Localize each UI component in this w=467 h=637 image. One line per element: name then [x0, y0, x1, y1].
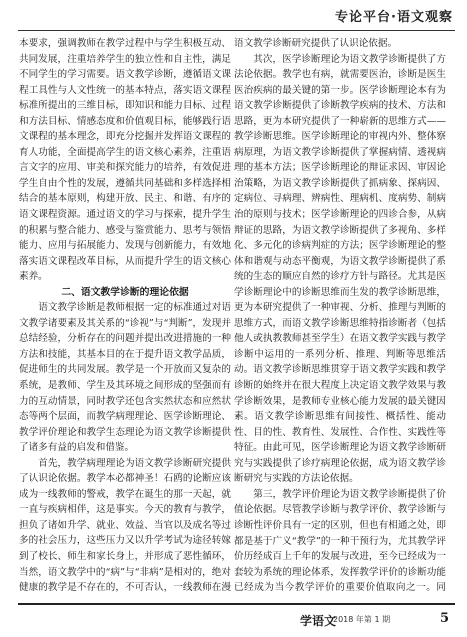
right-column: [234, 36, 446, 596]
footer-rule: [18, 603, 455, 605]
paragraph: 第三，教学评价理论为语文教学诊断提供了价值论依据。尽管教学诊断与教学评价、教学诊断与诊断性评价具有一定的区别，但也有相通之处，即都是基于广义“教学”的一种干预行为，尤其教学评价历经成百上千年的发展与改进，至今已经成为一套较为系统的理论体系，发挥教学评价的诊断功能已经成为当今教学评价的重要价值取向之一。同: [234, 488, 446, 594]
section-heading: 二、语文教学诊断的理论依据: [61, 286, 189, 298]
column-title: 专论平台·语文观察: [335, 10, 453, 25]
header-rule: [18, 30, 455, 31]
paragraph: 首先，教学病理理论为语文教学诊断研究提供了认识论依据。教学本必都神圣！石鸥的论断应该成为一线教师的警戒，教学在诞生的那一天起，就一直与疾病相伴，这是事实。今天的教育与教学，担负了诸如升学、就业、效益、当官以及成名等过多的社会压力，这些压力又以升学考试为途径转嫁到了校长、师生和家长身上，并形成了恶性循环，当然，语文教学中的“病”与“非病”是相对的，绝对健康的教学是不存在的，不可否认，一线教师在漫: [19, 457, 231, 594]
issue-label: 2018 年第 1 期: [333, 615, 391, 624]
page-number: 5: [439, 611, 449, 626]
paragraph: 语文教学诊断研究提供了认识论依据。: [234, 38, 398, 49]
page-footer: [0, 603, 467, 637]
page-header: [0, 0, 467, 32]
left-column: [19, 36, 231, 596]
paragraph: 本要求，强调教师在教学过程中与学生积极互动、共同发展，注重培养学生的独立性和自主性，满足不同学生的学习需要。语文教学诊断，遵循语文课程工具性与人文性统一的基本特点，落实语文课程标准所提出的三维目标，即知识和能力目标、过程和方法目标、情感态度和价值观目标，能够践行语文课程的基本理念，即充分挖掘并发挥语文课程的育人功能，全面提高学生的语文核心素养，注重语言文字的应用、审美和探究能力的培养，有效促进学生自由个性的发展，遵循共同基础和多样选择相结合的基本原则，构建开放、民主、和谐、有序的语文课程资源。通过语文的学习与探索，提升学生的积累与整合能力、感受与鉴赏能力、思考与领悟能力、应用与拓展能力、发现与创新能力，有效地落实语文课程改革目标，从而提升学生的语文核心素养。: [19, 38, 231, 283]
magazine-name: 学语文: [300, 614, 337, 628]
paragraph: 语文教学诊断是教师根据一定的标准通过对语文教学诸要素及其关系的“诊视”与“判断”，发现并总结经验，分析存在的问题并提出改进措施的一种方法和技能，其基本目的在于提升语文教学品质，促进师生的共同发展。教学是一个开放而又复杂的系统，是教师、学生及其环境之间形成的坚强而有力的互动情景，同时教学还包含实然状态和应然状态等两个层面，而教学病理理论、医学诊断理论、教学评价理论和教学生态理论为语文教学诊断提供了诸多有益的启发和借鉴。: [19, 302, 231, 454]
paragraph: 其次，医学诊断理论为语文教学诊断提供了方法论依据。教学也有病，就需要医治，诊断是医生医治疾病的最关键的第一步。医学诊断理论本有为语文教学诊断提供了诊断教学疾病的技术、方法和思路，更为本研究提供了一种崭新的思维方式——教学诊断思维。医学诊断理论的审视内外、整体察病原理，为语文教学诊断提供了掌握病情、透视病理的基本方法；医学诊断理论的辩证求因、审因论治策略，为语文教学诊断提供了抓病象、探病因、定病位、寻病理、辨病性、理病机、度病势、制病治的原则与技术；医学诊断理论的四诊合参，从病辩证的思路，为语文教学诊断提供了多视角、多样化、多元化的诊病判症的方法；医学诊断理论的整体和谐观与动态平衡观，为语文教学诊断提供了系统的生态的顺应自然的诊疗方针与路径。尤其是医学诊断理论中的诊断思维而生发的教学诊断思维，更为本研究提供了一种审视、分析、推理与判断的思维方式，而语文教学诊断思维特指诊断者（包括他人或执教教师甚至学生）在语文教学实践与教学诊断中运用的一系列分析、推理、判断等思维活动。语文教学诊断思维贯穿于语文教学实践和教学诊断的始终并在很大程度上决定语文教学效果与教学诊断效果，是教师专业核心能力发展的最关键因素。语文教学诊断思维有间接性、概括性、能动性、目的性、教育性、发展性、合作性、实践性等特征。由此可见，医学诊断理论为语文教学诊断研究与实践提供了诊疗病理论依据，成为语文教学诊断研究与实践的方法论依据。: [234, 53, 446, 485]
